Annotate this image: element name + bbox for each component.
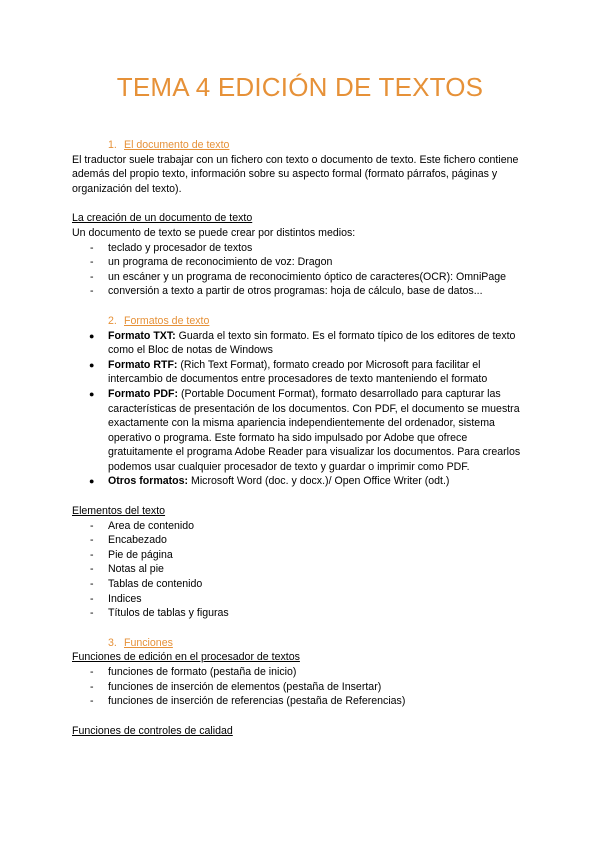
list-formatos	[72, 329, 528, 490]
subheading-calidad: Funciones de controles de calidad	[72, 724, 233, 737]
section-number: 1.	[108, 139, 117, 151]
list-item: - funciones de inserción de referencias (pestaña de Referencias)	[72, 694, 528, 709]
list-item	[72, 474, 528, 489]
list-item: - un escáner y un programa de reconocimiento óptico de caracteres(OCR): OmniPage	[72, 270, 528, 285]
list-item	[72, 329, 528, 358]
list-item: - conversión a texto a partir de otros programas: hoja de cálculo, base de datos...	[72, 284, 528, 299]
list-item: - funciones de inserción de elementos (pestaña de Insertar)	[72, 680, 528, 695]
list-item: - Pie de página	[72, 548, 528, 563]
list-item	[72, 358, 528, 387]
list-funciones	[72, 665, 528, 709]
list-item: - Encabezado	[72, 533, 528, 548]
section-title: El documento de texto	[124, 139, 230, 151]
format-desc: (Portable Document Format), formato desarrollado para capturar las características de presentación de los documentos. Con PDF, el documento se muestra exactamente con la misma apariencia independientemente del ordenador, sistema operativo o programa. Este formato ha sido impulsado por Adobe que ofrece gratuitamente el programa Adobe Reader para visualizar los documentos. Para crearlos podemos usar cualquier procesador de texto y guardar o imprimir como PDF.	[108, 387, 521, 473]
list-elementos	[72, 519, 528, 621]
format-term: Formato RTF:	[108, 358, 178, 371]
page-title: TEMA 4 EDICIÓN DE TEXTOS	[116, 72, 484, 102]
document-body	[72, 138, 528, 738]
list-item: - Notas al pie	[72, 562, 528, 577]
section-number: 2.	[108, 314, 117, 327]
list-item: - funciones de formato (pestaña de inicio)	[72, 665, 528, 680]
section-heading-funciones	[72, 636, 528, 651]
list-item: - teclado y procesador de textos	[72, 241, 528, 256]
paragraph-creacion-intro: Un documento de texto se puede crear por distintos medios:	[72, 226, 356, 239]
subheading-elementos: Elementos del texto	[72, 505, 166, 518]
list-item: - Tablas de contenido	[72, 577, 528, 592]
section-title: Formatos de texto	[124, 314, 210, 327]
format-desc: Guarda el texto sin formato. Es el formato típico de los editores de texto como el Bloc de notas de Windows	[108, 329, 516, 357]
list-item: - Area de contenido	[72, 519, 528, 534]
subheading-edicion: Funciones de edición en el procesador de textos	[72, 651, 300, 664]
paragraph-documento: El traductor suele trabajar con un fichero con texto o documento de texto. Este fichero contiene además del propio texto, información sobre su aspecto formal (formato párrafos, páginas y organización del texto).	[72, 153, 519, 195]
list-item	[72, 387, 528, 475]
format-desc: Microsoft Word (doc. y docx.)/ Open Office Writer (odt.)	[188, 475, 450, 488]
format-term: Formato PDF:	[108, 387, 179, 400]
section-heading-formatos	[72, 314, 528, 329]
format-term: Formato TXT:	[108, 329, 176, 342]
format-desc: (Rich Text Format), formato creado por Microsoft para facilitar el intercambio de documentos entre procesadores de texto manteniendo el formato	[108, 358, 488, 386]
list-item: - Títulos de tablas y figuras	[72, 606, 528, 621]
section-heading-documento	[72, 138, 528, 153]
list-item: - un programa de reconocimiento de voz: Dragon	[72, 255, 528, 270]
section-title: Funciones	[124, 636, 173, 649]
subheading-creacion: La creación de un documento de texto	[72, 212, 253, 225]
list-creacion	[72, 241, 528, 299]
section-number: 3.	[108, 636, 117, 649]
format-term: Otros formatos:	[108, 475, 189, 488]
list-item: - Indices	[72, 592, 528, 607]
